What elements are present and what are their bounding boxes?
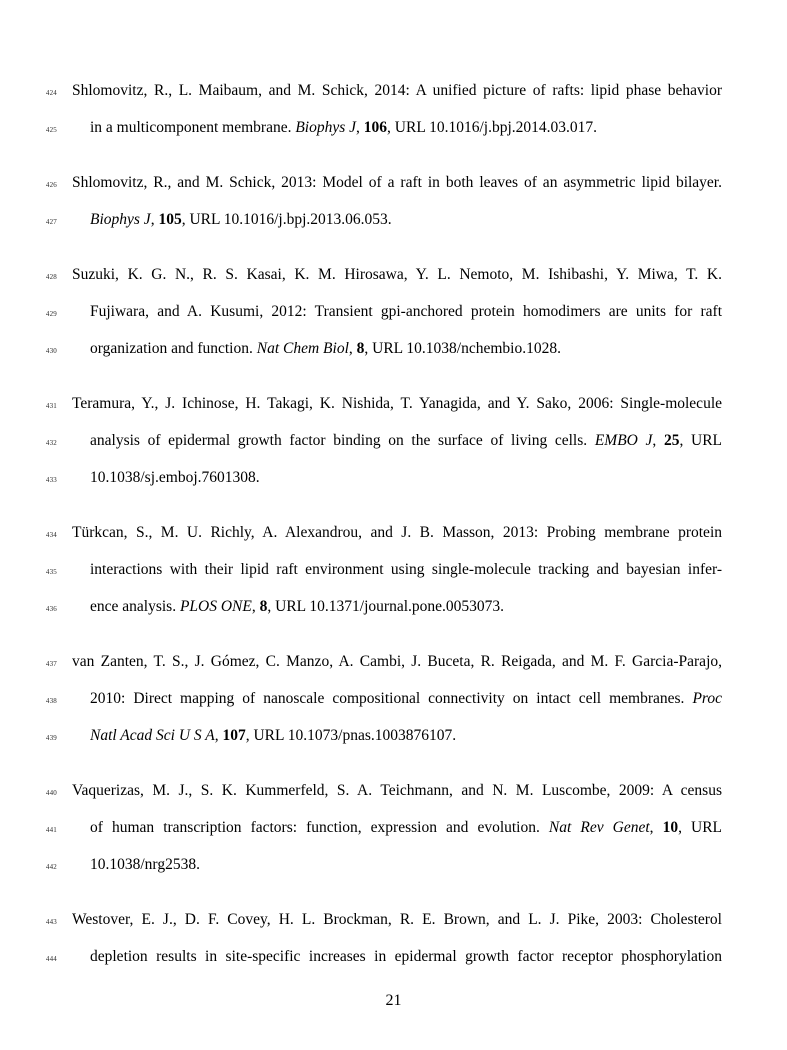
line-number: 440 <box>45 789 57 797</box>
line-number: 437 <box>45 660 57 668</box>
reference-line-text: Biophys J, 105, URL 10.1016/j.bpj.2013.06.053. <box>90 211 392 228</box>
reference-entry <box>0 901 787 975</box>
reference-line-text: 2010: Direct mapping of nanoscale compositional connectivity on intact cell membranes. Proc <box>90 690 722 707</box>
line-number: 439 <box>45 734 57 742</box>
line-number: 428 <box>45 273 57 281</box>
reference-line <box>0 772 787 809</box>
reference-line-text: analysis of epidermal growth factor binding on the surface of living cells. EMBO J, 25, URL <box>90 432 722 449</box>
line-number: 431 <box>45 402 57 410</box>
line-number: 429 <box>45 310 57 318</box>
reference-line <box>0 514 787 551</box>
line-number: 427 <box>45 218 57 226</box>
reference-line-text: depletion results in site-specific increases in epidermal growth factor receptor phosphorylation <box>90 948 722 965</box>
reference-line <box>0 938 787 975</box>
reference-line-text: Shlomovitz, R., and M. Schick, 2013: Model of a raft in both leaves of an asymmetric lipid bilayer. <box>72 174 722 191</box>
reference-entry <box>0 164 787 238</box>
line-number: 442 <box>45 863 57 871</box>
line-number: 443 <box>45 918 57 926</box>
line-number: 432 <box>45 439 57 447</box>
reference-entry <box>0 514 787 625</box>
reference-line-text: organization and function. Nat Chem Biol, 8, URL 10.1038/nchembio.1028. <box>90 340 561 357</box>
reference-line-text: Shlomovitz, R., L. Maibaum, and M. Schick, 2014: A unified picture of rafts: lipid phase behavior <box>72 82 722 99</box>
line-number: 438 <box>45 697 57 705</box>
line-number: 441 <box>45 826 57 834</box>
line-number: 426 <box>45 181 57 189</box>
reference-line <box>0 256 787 293</box>
reference-line <box>0 551 787 588</box>
line-number: 435 <box>45 568 57 576</box>
reference-line <box>0 809 787 846</box>
reference-line <box>0 385 787 422</box>
line-number: 430 <box>45 347 57 355</box>
reference-line-text: 10.1038/sj.emboj.7601308. <box>90 469 260 486</box>
reference-line <box>0 330 787 367</box>
line-number: 434 <box>45 531 57 539</box>
reference-line-text: Westover, E. J., D. F. Covey, H. L. Brockman, R. E. Brown, and L. J. Pike, 2003: Cholesterol <box>72 911 722 928</box>
reference-line-text: Türkcan, S., M. U. Richly, A. Alexandrou, and J. B. Masson, 2013: Probing membrane protein <box>72 524 722 541</box>
reference-line <box>0 717 787 754</box>
reference-line <box>0 459 787 496</box>
reference-line-text: interactions with their lipid raft environment using single-molecule tracking and bayesian infer- <box>90 561 722 578</box>
page-number: 21 <box>385 992 402 1009</box>
reference-line-text: Natl Acad Sci U S A, 107, URL 10.1073/pnas.1003876107. <box>90 727 457 744</box>
line-number: 444 <box>45 955 57 963</box>
reference-line <box>0 643 787 680</box>
reference-entry <box>0 72 787 146</box>
reference-line <box>0 164 787 201</box>
line-number: 424 <box>45 89 57 97</box>
line-number: 436 <box>45 605 57 613</box>
reference-line-text: van Zanten, T. S., J. Gómez, C. Manzo, A. Cambi, J. Buceta, R. Reigada, and M. F. Garcia-Parajo, <box>72 653 722 670</box>
reference-entry <box>0 256 787 367</box>
line-number: 433 <box>45 476 57 484</box>
reference-entry <box>0 772 787 883</box>
reference-line-text: Teramura, Y., J. Ichinose, H. Takagi, K. Nishida, T. Yanagida, and Y. Sako, 2006: Single-molecule <box>72 395 722 412</box>
reference-line-text: in a multicomponent membrane. Biophys J, 106, URL 10.1016/j.bpj.2014.03.017. <box>90 119 598 136</box>
reference-line-text: Suzuki, K. G. N., R. S. Kasai, K. M. Hirosawa, Y. L. Nemoto, M. Ishibashi, Y. Miwa, T. K. <box>72 266 722 283</box>
reference-line <box>0 72 787 109</box>
reference-line-text: ence analysis. PLOS ONE, 8, URL 10.1371/journal.pone.0053073. <box>90 598 505 615</box>
reference-list <box>0 72 787 993</box>
reference-line-text: Vaquerizas, M. J., S. K. Kummerfeld, S. A. Teichmann, and N. M. Luscombe, 2009: A census <box>72 782 722 799</box>
reference-line-text: 10.1038/nrg2538. <box>90 856 200 873</box>
reference-line <box>0 201 787 238</box>
reference-line <box>0 422 787 459</box>
reference-entry <box>0 385 787 496</box>
reference-line-text: Fujiwara, and A. Kusumi, 2012: Transient gpi-anchored protein homodimers are units for raft <box>90 303 722 320</box>
reference-line <box>0 109 787 146</box>
reference-line <box>0 901 787 938</box>
line-number: 425 <box>45 126 57 134</box>
reference-entry <box>0 643 787 754</box>
reference-line-text: of human transcription factors: function, expression and evolution. Nat Rev Genet, 10, URL <box>90 819 722 836</box>
reference-line <box>0 846 787 883</box>
reference-line <box>0 293 787 330</box>
reference-line <box>0 588 787 625</box>
reference-line <box>0 680 787 717</box>
